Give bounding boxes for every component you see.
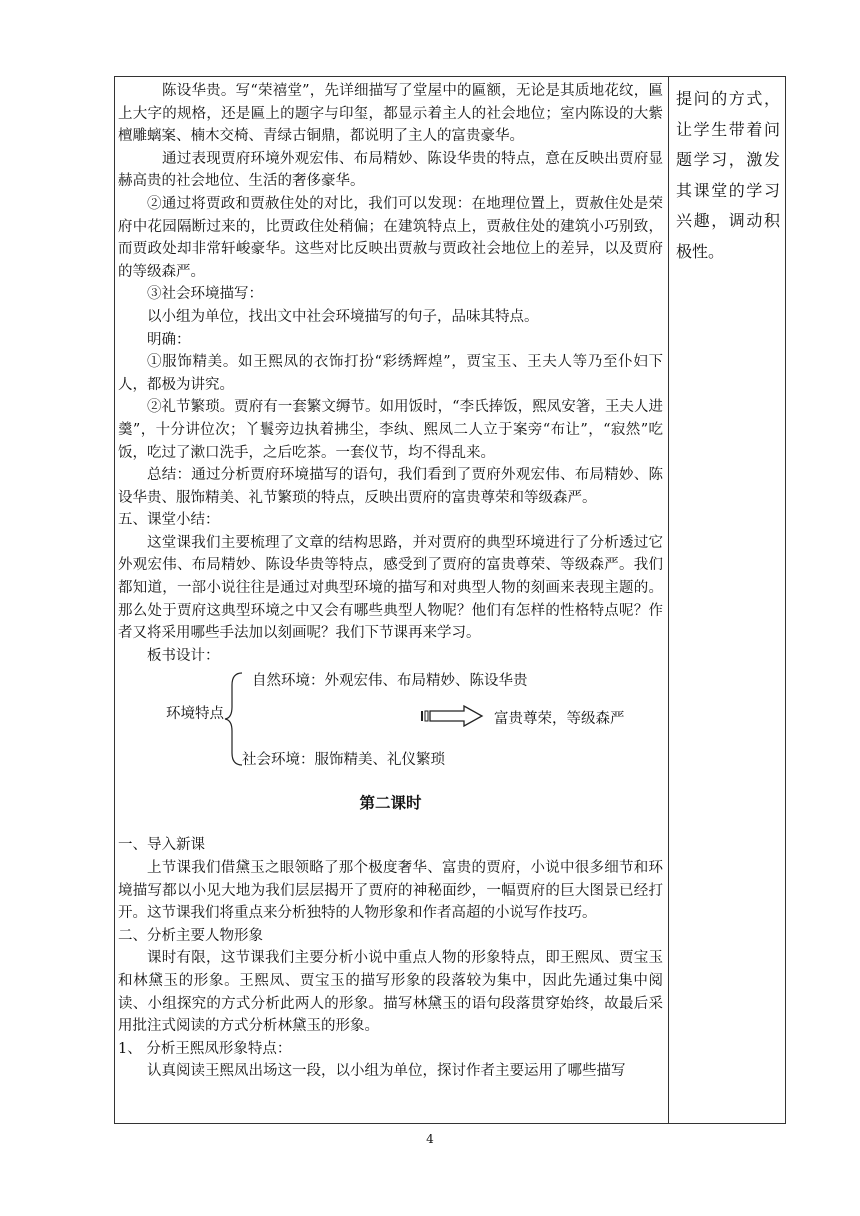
paragraph: 课时有限，这节课我们主要分析小说中重点人物的形象特点，即王熙凤、贾宝玉和林黛玉的形象。王熙凤、贾宝玉的描写形象的段落较为集中，因此先通过集中阅读、小组探究的方式分析此两人的形象。描写林黛玉的语句段落贯穿始终，故最后采用批注式阅读的方式分析林黛玉的形象。	[118, 950, 663, 1035]
paragraph: ③社会环境描写：	[147, 286, 263, 303]
column-divider	[668, 76, 669, 1124]
paragraph: 认真阅读王熙凤出场这一段，以小组为单位，探讨作者主要运用了哪些描写	[147, 1063, 626, 1080]
main-column	[118, 80, 663, 1083]
paragraph: 这堂课我们主要梳理了文章的结构思路，并对贾府的典型环境进行了分析透过它外观宏伟、布局精妙、陈设华贵等特点，感受到了贾府的富贵尊荣、等级森严。我们都知道，一部小说往往是通过对典型环境的描写和对典型人物的刻画来表现主题的。那么处于贾府这典型环境之中又会有哪些典型人物呢？他们有怎样的性格特点呢？作者又将采用哪些手法加以刻画呢？我们下节课再来学习。	[118, 534, 663, 642]
section-heading: 一、导入新课	[118, 837, 205, 854]
paragraph: 明确：	[147, 331, 191, 348]
paragraph: ①服饰精美。如王熙凤的衣饰打扮“彩绣辉煌”，贾宝玉、王夫人等乃至仆妇下人，都极为讲究。	[118, 354, 663, 393]
lesson-title: 第二课时	[359, 794, 422, 813]
paragraph: 总结：通过分析贾府环境描写的语句，我们看到了贾府外观宏伟、布局精妙、陈设华贵、服饰精美、礼节繁琐的特点，反映出贾府的富贵尊荣和等级森严。	[118, 467, 663, 506]
paragraph: ②通过将贾政和贾赦住处的对比，我们可以发现：在地理位置上，贾赦住处是荣府中花园隔断过来的，比贾政住处稍偏；在建筑特点上，贾赦住处的建筑小巧别致，而贾政处却非常轩峻豪华。这些对比反映出贾赦与贾政社会地位上的差异，以及贾府的等级森严。	[118, 195, 663, 280]
board-natural-env: 自然环境：外观宏伟、布局精妙、陈设华贵	[252, 673, 528, 690]
paragraph: 上节课我们借黛玉之眼领略了那个极度奢华、富贵的贾府，小说中很多细节和环境描写都以小见大地为我们层层揭开了贾府的神秘面纱，一幅贾府的巨大图景已经打开。这节课我们将重点来分析独特的人物形象和作者高超的小说写作技巧。	[118, 860, 663, 922]
paragraph: ②礼节繁琐。贾府有一套繁文缛节。如用饭时，“李氏捧饭，熙凤安箸，王夫人进羹”，十分讲位次；丫鬟旁边执着拂尘，李纨、熙凤二人立于案旁“布让”，“寂然”吃饭，吃过了漱口洗手，之后吃茶。一套仪节，均不得乱来。	[118, 399, 663, 461]
paragraph: 以小组为单位，找出文中社会环境描写的句子，品味其特点。	[147, 308, 539, 325]
paragraph: 陈设华贵。写“荣禧堂”，先详细描写了堂屋中的匾额，无论是其质地花纹，匾上大字的规格，还是匾上的题字与印玺，都显示着主人的社会地位；室内陈设的大紫檀雕螭案、楠木交椅、青绿古铜鼎，都说明了主人的富贵豪华。	[118, 83, 663, 145]
section-heading: 二、分析主要人物形象	[118, 927, 263, 944]
paragraph: 板书设计：	[147, 647, 220, 664]
blackboard-design	[118, 669, 663, 771]
side-note: 提问的方式，让学生带着问题学习，激发其课堂的学习兴趣，调动积极性。	[676, 89, 780, 261]
board-result: 富贵尊荣，等级森严	[494, 711, 625, 728]
arrow-right-icon	[420, 705, 484, 727]
section-heading: 五、课堂小结：	[118, 512, 220, 529]
side-column	[676, 84, 780, 267]
page-number: 4	[426, 1132, 434, 1146]
section-heading: 1、 分析王熙凤形象特点：	[118, 1040, 292, 1057]
paragraph: 通过表现贾府环境外观宏伟、布局精妙、陈设华贵的特点，意在反映出贾府显赫高贵的社会地位、生活的奢侈豪华。	[118, 150, 663, 190]
board-social-env: 社会环境：服饰精美、礼仪繁琐	[242, 752, 445, 769]
board-label: 环境特点	[166, 706, 224, 723]
